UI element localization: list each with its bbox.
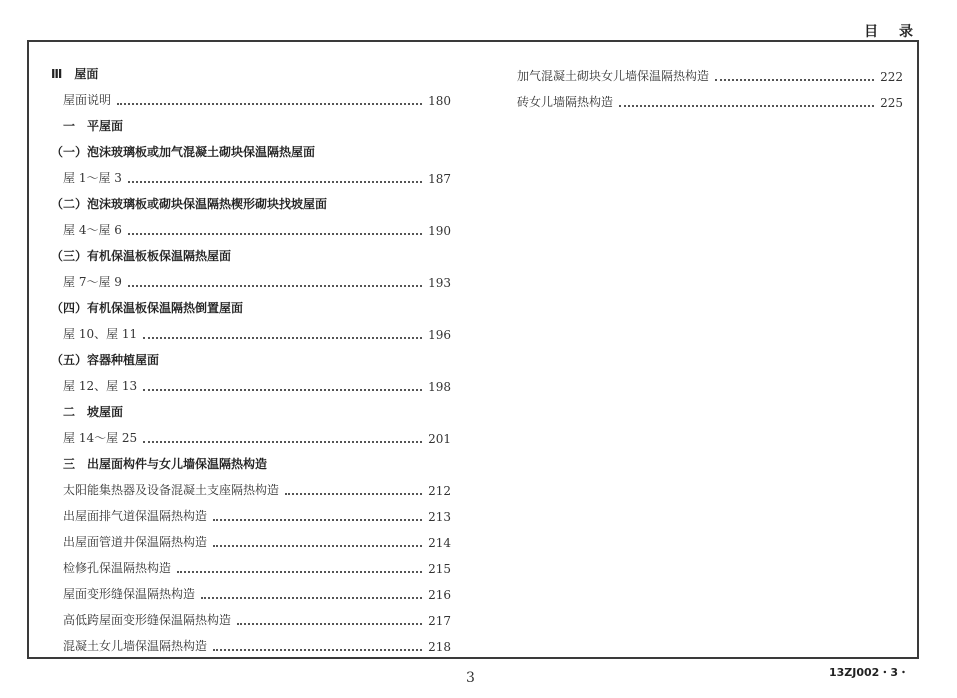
toc-entry[interactable] [51,550,451,576]
dotted-leader [619,105,874,107]
toc-label: 屋 7～屋 9 [63,275,122,289]
toc-entry[interactable] [517,58,903,84]
toc-page-number: 217 [428,614,451,628]
drawing-code: 13ZJ002・3・ [829,666,909,679]
toc-entry[interactable] [51,628,451,654]
toc-label: 砖女儿墙隔热构造 [517,95,614,109]
toc-label: 屋面变形缝保温隔热构造 [63,587,196,601]
toc-label: Ⅲ 屋面 [51,67,99,81]
toc-label: 高低跨屋面变形缝保温隔热构造 [63,613,232,627]
toc-page-number: 193 [428,276,451,290]
toc-label: 屋 1～屋 3 [63,171,122,185]
dotted-leader [213,545,422,547]
toc-page-number: 180 [428,94,451,108]
dotted-leader [128,233,422,235]
toc-label: （一）泡沫玻璃板或加气混凝土砌块保温隔热屋面 [51,145,316,159]
toc-page-number: 225 [880,96,903,110]
toc-label: 屋 12、屋 13 [63,379,138,393]
dotted-leader [117,103,422,105]
toc-entry[interactable] [517,84,903,110]
toc-label: 出屋面排气道保温隔热构造 [63,509,208,523]
toc-label: （二）泡沫玻璃板或砌块保温隔热楔形砌块找坡屋面 [51,197,328,211]
toc-label: 混凝土女儿墙保温隔热构造 [63,639,208,653]
toc-label: 加气混凝土砌块女儿墙保温隔热构造 [517,69,710,83]
dotted-leader [128,181,422,183]
toc-label: 屋面说明 [63,93,112,107]
dotted-leader [213,649,422,651]
dotted-leader [143,389,422,391]
toc-label: 太阳能集热器及设备混凝土支座隔热构造 [63,483,280,497]
toc-page-number: 212 [428,484,451,498]
toc-page-number: 201 [428,432,451,446]
toc-page-number: 196 [428,328,451,342]
toc-entry[interactable] [51,160,451,186]
toc-column-left [51,56,451,654]
dotted-leader [201,597,422,599]
toc-section-heading [51,56,451,82]
toc-section-heading [51,238,451,264]
toc-entry[interactable] [51,264,451,290]
toc-entry[interactable] [51,498,451,524]
toc-page-number: 216 [428,588,451,602]
toc-label: 出屋面管道井保温隔热构造 [63,535,208,549]
toc-page-number: 213 [428,510,451,524]
dotted-leader [213,519,422,521]
toc-label: （三）有机保温板板保温隔热屋面 [51,249,232,263]
toc-entry[interactable] [51,602,451,628]
dotted-leader [715,79,874,81]
toc-page-number: 215 [428,562,451,576]
toc-label: 屋 10、屋 11 [63,327,138,341]
toc-entry[interactable] [51,576,451,602]
toc-entry[interactable] [51,524,451,550]
toc-frame [27,40,919,659]
dotted-leader [237,623,422,625]
toc-section-heading [51,342,451,368]
toc-page-number: 190 [428,224,451,238]
toc-entry[interactable] [51,82,451,108]
dotted-leader [285,493,422,495]
dotted-leader [143,441,422,443]
toc-page-number: 218 [428,640,451,654]
dotted-leader [128,285,422,287]
toc-section-heading [51,290,451,316]
toc-page-number: 214 [428,536,451,550]
toc-section-heading [51,134,451,160]
toc-entry[interactable] [51,368,451,394]
toc-entry[interactable] [51,316,451,342]
page-number: 3 [466,670,475,686]
toc-page-number: 198 [428,380,451,394]
toc-label: （五）容器种植屋面 [51,353,160,367]
toc-page-number: 222 [880,70,903,84]
toc-label: 三 出屋面构件与女儿墙保温隔热构造 [63,457,268,471]
toc-label: 检修孔保温隔热构造 [63,561,172,575]
toc-section-heading [51,108,451,134]
toc-label: 屋 4～屋 6 [63,223,122,237]
toc-entry[interactable] [51,472,451,498]
toc-label: （四）有机保温板保温隔热倒置屋面 [51,301,244,315]
toc-entry[interactable] [51,212,451,238]
toc-section-heading [51,186,451,212]
page-title: 目 录 [864,24,921,40]
toc-entry[interactable] [51,420,451,446]
toc-section-heading [51,394,451,420]
toc-page-number: 187 [428,172,451,186]
toc-section-heading [51,446,451,472]
dotted-leader [177,571,422,573]
toc-label: 一 平屋面 [63,119,124,133]
toc-label: 屋 14～屋 25 [63,431,138,445]
dotted-leader [143,337,422,339]
toc-label: 二 坡屋面 [63,405,124,419]
toc-column-right [517,58,903,110]
